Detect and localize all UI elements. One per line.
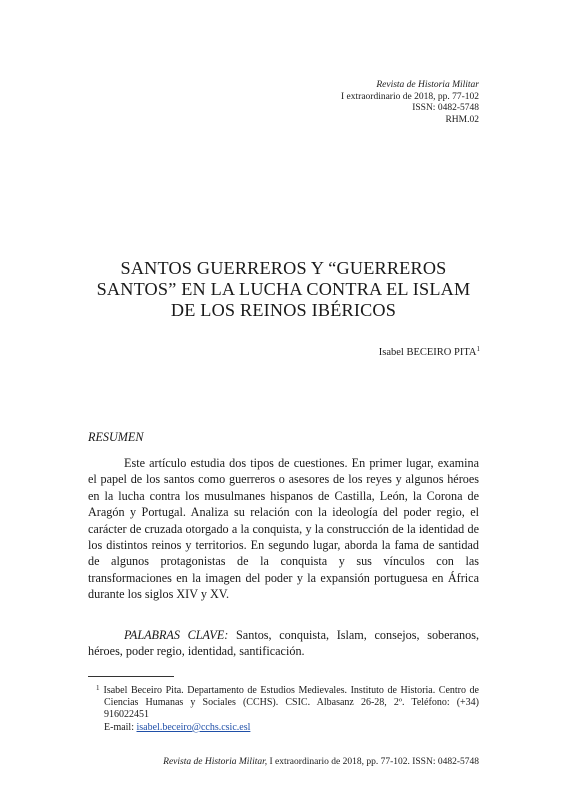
page-footer	[163, 757, 479, 767]
journal-name: Revista de Historia Militar	[376, 80, 479, 90]
footnote-email-line	[88, 722, 479, 734]
footer-journal: Revista de Historia Militar,	[163, 757, 268, 767]
author-footnote-marker[interactable]: 1	[476, 345, 480, 353]
title-line: DE LOS REINOS IBÉRICOS	[170, 300, 397, 320]
footnote	[88, 682, 479, 734]
article-title	[88, 258, 479, 321]
article-code: RHM.02	[445, 114, 479, 125]
journal-issue: I extraordinario de 2018, pp. 77-102	[341, 91, 479, 102]
footer-details: I extraordinario de 2018, pp. 77-102. ISSN: 0482-5748	[269, 757, 479, 767]
author-name: Isabel BECEIRO PITA	[378, 347, 477, 358]
abstract-body	[88, 455, 479, 659]
title-line: SANTOS GUERREROS Y “GUERREROS	[120, 258, 447, 278]
journal-header	[341, 80, 479, 126]
footnote-number: 1	[96, 684, 100, 692]
abstract-heading: RESUMEN	[88, 430, 144, 444]
footnote-text: Isabel Beceiro Pita. Departamento de Estudios Medievales. Instituto de Historia. Centro de Ciencias Humanas y Sociales (CCHS). CSIC. Albasanz 26-28, 2º. Teléfono: (+34) 916022451	[103, 685, 479, 721]
title-line: SANTOS” EN LA LUCHA CONTRA EL ISLAM	[96, 279, 471, 299]
footnote-body	[88, 682, 479, 722]
email-link[interactable]: isabel.beceiro@cchs.csic.esl	[136, 721, 251, 733]
keywords-label: PALABRAS CLAVE:	[124, 627, 229, 642]
keywords-text: Santos, conquista, Islam, consejos, soberanos, héroes, poder regio, identidad, santificación.	[88, 627, 479, 659]
footnote-separator	[88, 676, 174, 677]
email-label: E-mail:	[104, 721, 134, 733]
author-line	[379, 345, 480, 358]
abstract-text: Este artículo estudia dos tipos de cuestiones. En primer lugar, examina el papel de los santos como guerreros o asesores de los reyes y algunos héroes en la lucha contra los musulmanes hispanos de Castilla, León, la Corona de Aragón y Portugal. Analiza su relación con la ideología del poder regio, el carácter de cruzada otorgado a la conquista, y la construcción de la identidad de los distintos reinos y territorios. En segundo lugar, aborda la fama de santidad de algunos protagonistas de la conquista y sus vínculos con las transformaciones en la imagen del poder y la expansión portuguesa en África durante los siglos XIV y XV.	[88, 456, 479, 602]
journal-issn: ISSN: 0482-5748	[412, 103, 479, 113]
keywords-paragraph	[88, 627, 479, 660]
